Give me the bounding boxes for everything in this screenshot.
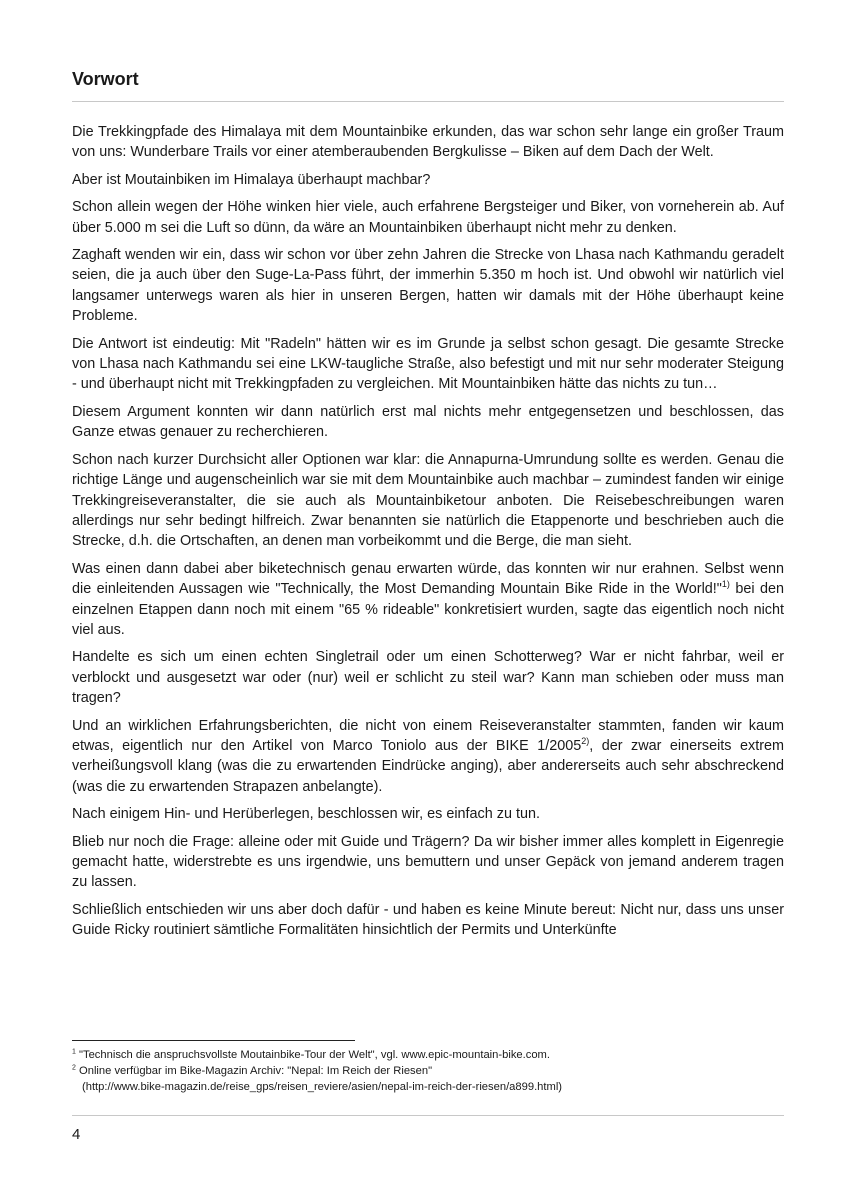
paragraph-4: Zaghaft wenden wir ein, dass wir schon vor über zehn Jahren die Strecke von Lhasa nach Kathmandu geradelt seien, die ja auch über den Suge-La-Pass führt, der immerhin 5.350 m hoch ist. Und obwohl wir natürlich viel langsamer unterwegs waren als hier in unseren Bergen, hatten wir damals mit der Höhe überhaupt keine Probleme. bbox=[72, 247, 784, 325]
paragraph-10-text-b: , der zwar einerseits extrem verheißungsvoll klang (was die zu erwartenden Eindrücke anging), aber andererseits auch sehr abschreckend (was die zu erwartenden Strapazen anbelangte). bbox=[72, 737, 784, 795]
footnote-2-text: Online verfügbar im Bike-Magazin Archiv: "Nepal: Im Reich der Riesen" bbox=[75, 1065, 433, 1077]
paragraph-8-text-a: Was einen dann dabei aber biketechnisch genau erwarten würde, das konnten wir nur erahnen. Selbst wenn die einleitenden Aussagen wie "Technically, the Most Demanding Mountain Bike Ride in the World!" bbox=[72, 560, 784, 598]
paragraph-13: Schließlich entschieden wir uns aber doch dafür - und haben es keine Minute bereut: Nicht nur, dass uns unser Guide Ricky routiniert sämtliche Formalitäten hinsichtlich der Permits und Unterkünfte bbox=[72, 901, 784, 939]
paragraph-12: Blieb nur noch die Frage: alleine oder mit Guide und Trägern? Da wir bisher immer alles komplett in Eigenregie gemacht hatte, widerstrebte es uns irgendwie, uns bemuttern und unser Gepäck von jemand anderem tragen zu lassen. bbox=[72, 833, 784, 891]
paragraph-1: Die Trekkingpfade des Himalaya mit dem Mountainbike erkunden, das war schon sehr lange ein großer Traum von uns: Wunderbare Trails vor einer atemberaubenden Bergkulisse – Biken auf dem Dach der Welt. bbox=[72, 124, 784, 161]
header-divider bbox=[72, 101, 784, 102]
paragraph-10-text-a: Und an wirklichen Erfahrungsberichten, die nicht von einem Reiseveranstalter stammten, fanden wir kaum etwas, eigentlich nur den Artikel von Marco Toniolo aus der BIKE 1/2005 bbox=[72, 717, 784, 754]
paragraph-9: Handelte es sich um einen echten Singletrail oder um einen Schotterweg? War er nicht fahrbar, weil er verblockt und ausgesetzt war oder (nur) weil er schlicht zu steil war? Kann man schieben oder muss man tragen? bbox=[72, 649, 784, 707]
footnote-separator bbox=[72, 1040, 355, 1041]
footnote-2-mark: 2 bbox=[72, 1064, 76, 1072]
footnote-1 bbox=[72, 1047, 784, 1063]
paragraph-7: Schon nach kurzer Durchsicht aller Optionen war klar: die Annapurna-Umrundung sollte es werden. Genau die richtige Länge und augenscheinlich war sie mit dem Mountainbike auch machbar – zumindest fanden wir einige Trekkingreiseveranstalter, die sie auch als Mountainbiketour anboten. Die Reisebeschreibungen waren allerdings nur sehr bedingt hilfreich. Zwar benannten sie natürlich die Etappenorte und beschrieben auch die Strecke, d.h. die Ortschaften, an denen man vorbeikommt und die Berge, die man sieht. bbox=[72, 451, 784, 550]
footnote-2-url: (http://www.bike-magazin.de/reise_gps/reisen_reviere/asien/nepal-im-reich-der-riesen/a899.html) bbox=[82, 1081, 563, 1093]
paragraph-8-text-b: bei den einzelnen Etappen dann noch mit einem "65 % rideable" konkretisiert wurden, sagte das eigentlich noch nicht viel aus. bbox=[72, 581, 785, 638]
page-number: 4 bbox=[72, 1126, 81, 1143]
footnotes bbox=[72, 1047, 784, 1095]
footer-divider bbox=[72, 1115, 784, 1116]
chapter-heading: Vorwort bbox=[72, 69, 139, 89]
footnote-2 bbox=[72, 1063, 784, 1079]
paragraph-6: Diesem Argument konnten wir dann natürlich erst mal nichts mehr entgegensetzen und beschlossen, das Ganze etwas genauer zu recherchieren. bbox=[72, 403, 784, 441]
paragraph-3: Schon allein wegen der Höhe winken hier viele, auch erfahrene Bergsteiger und Biker, von vorneherein ab. Auf über 5.000 m sei die Luft so dünn, da wäre an Mountainbiken überhaupt nicht mehr zu denken. bbox=[72, 199, 784, 236]
paragraph-2: Aber ist Moutainbiken im Himalaya überhaupt machbar? bbox=[72, 171, 431, 188]
footnote-1-mark: 1 bbox=[72, 1048, 76, 1056]
paragraph-5: Die Antwort ist eindeutig: Mit "Radeln" hätten wir es im Grunde ja selbst schon gesagt. Die gesamte Strecke von Lhasa nach Kathmandu sei eine LKW-taugliche Straße, also befestigt und mit nur sehr moderater Steigung - und überhaupt nicht mit Trekkingpfaden zu vergleichen. Mit Mountainbiken hätte das nichts zu tun… bbox=[72, 335, 784, 393]
body-text bbox=[72, 122, 784, 948]
footnote-ref-2: 2) bbox=[581, 736, 590, 747]
paragraph-10 bbox=[72, 716, 784, 798]
paragraph-11: Nach einigem Hin- und Herüberlegen, beschlossen wir, es einfach zu tun. bbox=[72, 806, 540, 823]
footnote-1-text: "Technisch die anspruchsvollste Moutainbike-Tour der Welt", vgl. www.epic-mountain-bike.com. bbox=[75, 1049, 550, 1061]
footnote-ref-1: 1) bbox=[721, 579, 730, 590]
paragraph-8 bbox=[72, 559, 784, 641]
